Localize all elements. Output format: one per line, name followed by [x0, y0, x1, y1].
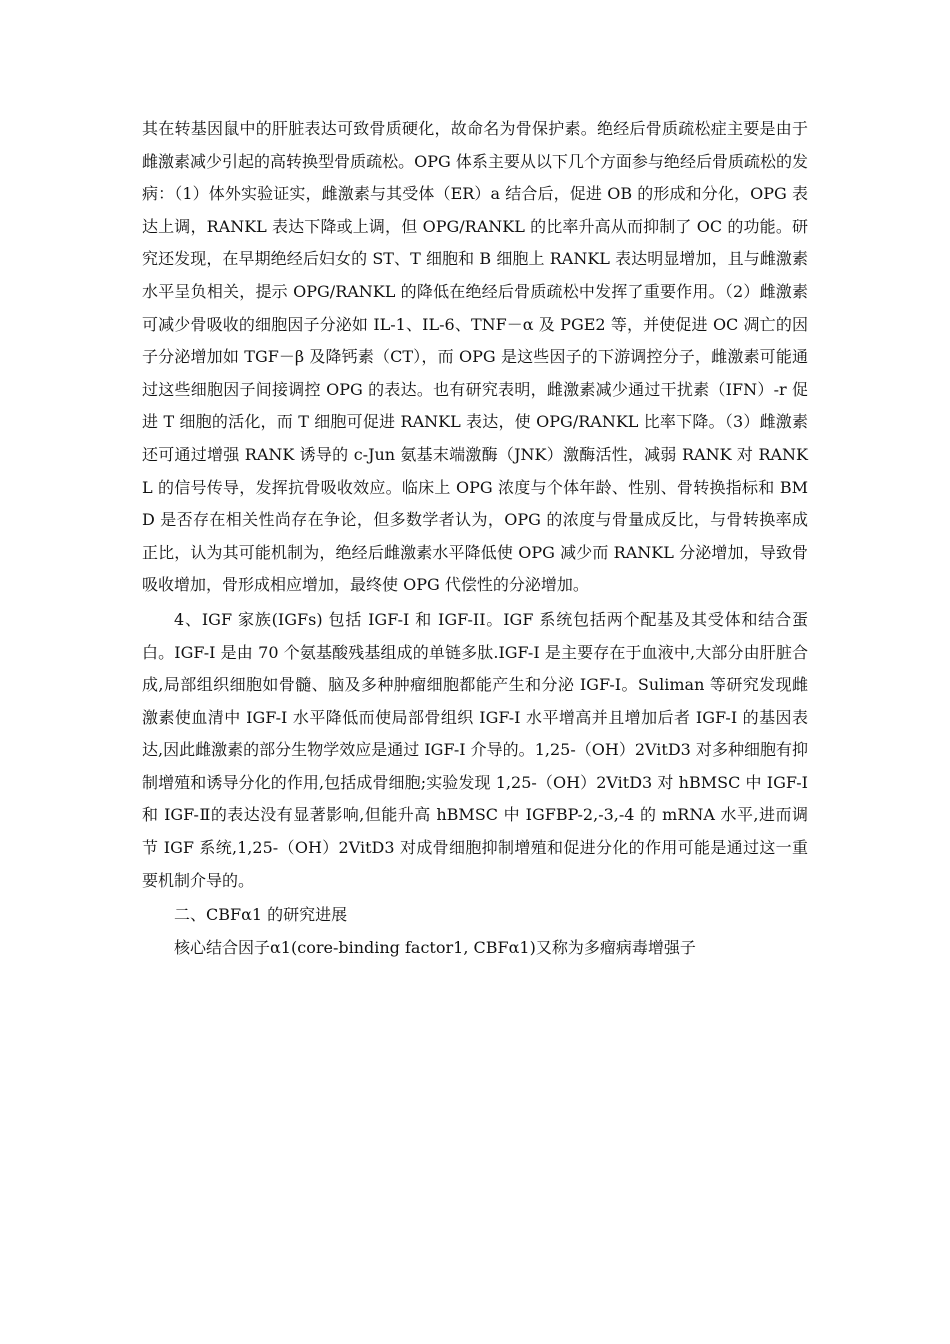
- paragraph-cbfa1-intro: 核心结合因子α1(core-binding factor1, CBFα1)又称为多瘤病毒增强子: [174, 937, 696, 957]
- section-heading-cbfa1: 二、CBFα1 的研究进展: [174, 905, 348, 925]
- document-body: [142, 113, 808, 964]
- paragraph-opg-system: 其在转基因鼠中的肝脏表达可致骨质硬化，故命名为骨保护素。绝经后骨质疏松症主要是由于雌激素减少引起的高转换型骨质疏松。OPG 体系主要从以下几个方面参与绝经后骨质疏松的发病：（1）体外实验证实，雌激素与其受体（ER）a 结合后，促进 OB 的形成和分化，OPG 表达上调，RANKL 表达下降或上调，但 OPG/RANKL 的比率升高从而抑制了 OC 的功能。研究还发现，在早期绝经后妇女的 ST、T 细胞和 B 细胞上 RANKL 表达明显增加，且与雌激素水平呈负相关，提示 OPG/RANKL 的降低在绝经后骨质疏松中发挥了重要作用。（2）雌激素可减少骨吸收的细胞因子分泌如 IL-1、IL-6、TNF－α 及 PGE2 等，并使促进 OC 凋亡的因子分泌增加如 TGF－β 及降钙素（CT），而 OPG 是这些因子的下游调控分子，雌激素可能通过这些细胞因子间接调控 OPG 的表达。也有研究表明，雌激素减少通过干扰素（IFN）-r 促进 T 细胞的活化，而 T 细胞可促进 RANKL 表达，使 OPG/RANKL 比率下降。（3）雌激素还可通过增强 RANK 诱导的 c-Jun 氨基末端激酶（JNK）激酶活性，减弱 RANK 对 RANKL 的信号传导，发挥抗骨吸收效应。临床上 OPG 浓度与个体年龄、性别、骨转换指标和 BMD 是否存在相关性尚存在争论，但多数学者认为，OPG 的浓度与骨量成反比，与骨转换率成正比，认为其可能机制为，绝经后雌激素水平降低使 OPG 减少而 RANKL 分泌增加，导致骨吸收增加，骨形成相应增加，最终使 OPG 代偿性的分泌增加。: [142, 119, 808, 595]
- paragraph-igf-family: 4、IGF 家族(IGFs) 包括 IGF-I 和 IGF-II。IGF 系统包括两个配基及其受体和结合蛋白。IGF-I 是由 70 个氨基酸残基组成的单链多肽.IGF-I 是主要存在于血液中,大部分由肝脏合成,局部组织细胞如骨髓、脑及多种肿瘤细胞都能产生和分泌 IGF-I。Suliman 等研究发现雌激素使血清中 IGF-I 水平降低而使局部骨组织 IGF-I 水平增高并且增加后者 IGF-I 的基因表达,因此雌激素的部分生物学效应是通过 IGF-I 介导的。1,25-（OH）2VitD3 对多种细胞有抑制增殖和诱导分化的作用,包括成骨细胞;实验发现 1,25-（OH）2VitD3 对 hBMSC 中 IGF-I 和 IGF-Ⅱ的表达没有显著影响,但能升高 hBMSC 中 IGFBP-2,-3,-4 的 mRNA 水平,进而调节 IGF 系统,1,25-（OH）2VitD3 对成骨细胞抑制增殖和促进分化的作用可能是通过这一重要机制介导的。: [142, 609, 808, 890]
